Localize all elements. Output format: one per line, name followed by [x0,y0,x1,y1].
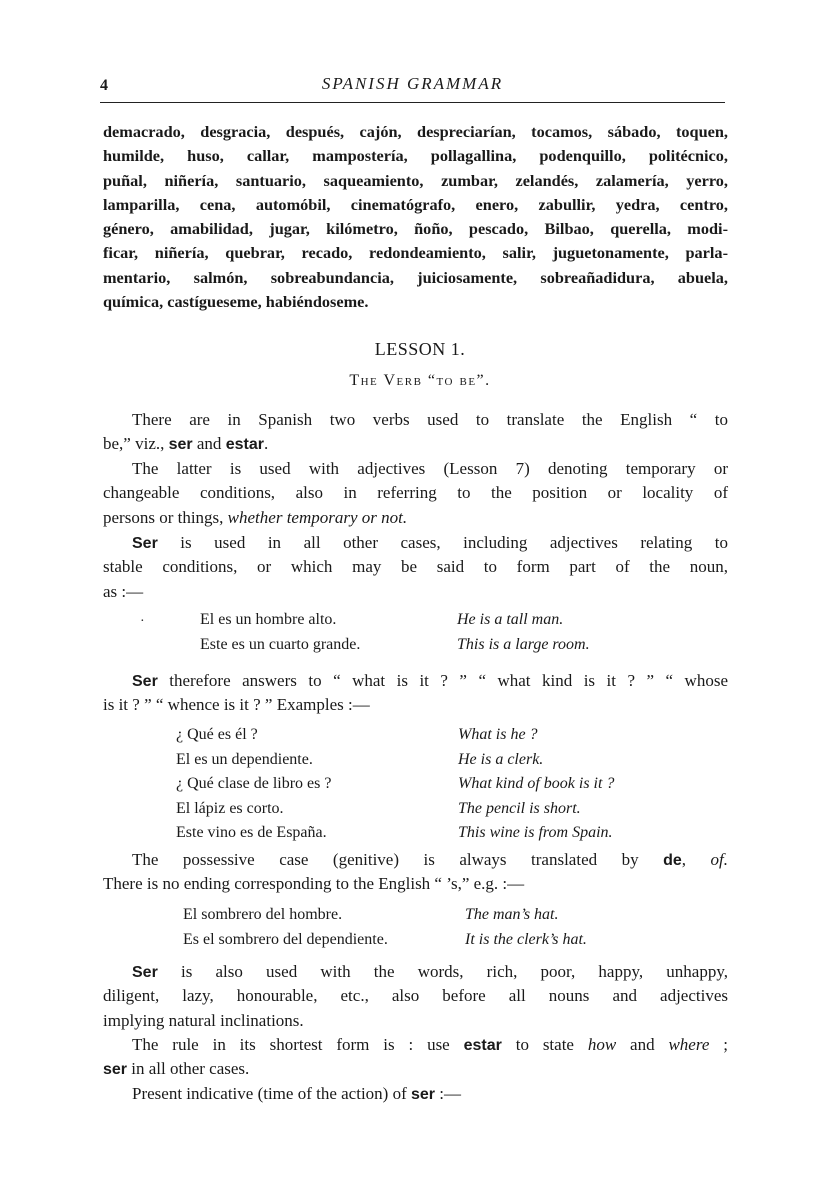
example-row [200,633,670,658]
text-line: The latter is used with adjectives (Lesson 7) denoting temporary or [132,459,728,478]
english-translation: It is the clerk’s hat. [465,930,587,948]
page-number: 4 [100,77,108,94]
text-span: :— [435,1084,462,1103]
text-span: therefore answers to “ what is it ? ” “ what kind is it ? ” “ whose [157,671,728,690]
english-translation: He is a tall man. [457,611,564,628]
text-span: is used in all other cases, including adjectives relating to [157,533,728,552]
spanish-example: ¿ Qué clase de libro es ? [176,775,332,792]
english-translation: This is a large room. [457,635,590,653]
english-translation: He is a clerk. [458,750,544,768]
english-translation: What is he ? [458,726,538,743]
text-line [103,531,728,555]
spanish-example: El es un dependiente. [176,750,313,768]
lesson-subtitle: The Verb “to be”. [349,372,491,389]
text-line [103,432,728,456]
vocabulary-word-list [103,120,728,314]
keyword-ser: Ser [132,535,158,552]
spanish-example: Este vino es de España. [176,824,327,841]
italic-text: whether temporary or not. [227,507,408,527]
text-line: changeable conditions, also in referring to the position or locality of [103,483,728,503]
keyword-ser: ser [411,1086,436,1103]
keyword-ser: ser [168,436,193,454]
printing-mark: · [140,614,145,629]
spanish-example: El es un hombre alto. [200,611,337,628]
italic-text: where [668,1035,710,1054]
word-list-line: ficar, niñería, quebrar, recado, redondeamiento, salir, juguetonamente, parla- [103,243,728,263]
paragraph-ser-questions [103,669,728,718]
text-line [103,669,728,693]
page-header [100,72,725,102]
word-list-line: mentario, salmón, sobreabundancia, juiciosamente, sobreañadidura, abuela, [103,267,728,287]
text-span: in all other cases. [127,1059,250,1079]
example-row [176,723,676,748]
english-translation: What kind of book is it ? [458,775,615,792]
english-translation: The pencil is short. [458,799,581,817]
text-span: The rule in its shortest form is : use [132,1035,464,1054]
text-line: There are in Spanish two verbs used to translate the English “ to [132,410,728,429]
paragraph-rule [103,1033,728,1082]
keyword-de: de [663,852,682,869]
word-list-line: humilde, huso, callar, mampostería, pollagallina, podenquillo, politécnico, [103,146,728,166]
keyword-ser: ser [103,1061,128,1079]
text-span: and [616,1035,669,1054]
example-row [176,748,676,773]
spanish-example: ¿ Qué es él ? [176,726,258,743]
running-title: SPANISH GRAMMAR [321,74,504,93]
text-span: be,” viz., [103,434,169,454]
examples-ser-questions [176,723,676,846]
example-row [183,903,663,928]
paragraph-present-indicative [103,1082,728,1106]
word-list-line: demacrado, desgracia, después, cajón, despreciarían, tocamos, sábado, toquen, [103,122,728,141]
paragraph-ser-inclinations [103,960,728,1033]
text-span: . [263,434,269,454]
word-list-line: puñal, niñería, santuario, saqueamiento, zumbar, zelandés, zalamería, yerro, [103,170,728,190]
text-span: to state [501,1035,588,1054]
text-line: is it ? ” “ whence is it ? ” Examples :— [103,695,370,715]
text-span: is also used with the words, rich, poor, happy, unhappy, [157,962,728,981]
spanish-example: El sombrero del hombre. [183,906,343,923]
text-span: ; [709,1035,728,1054]
word-list-line: lamparilla, cena, automóbil, cinematógrafo, enero, zabullir, yedra, centro, [103,194,728,214]
text-line: stable conditions, or which may be said to form part of the noun, [103,557,728,577]
text-line [103,1057,728,1081]
english-translation: This wine is from Spain. [458,824,613,841]
text-line: There is no ending corresponding to the English “ ’s,” e.g. :— [103,874,525,894]
spanish-example: El lápiz es corto. [176,799,284,817]
italic-text: how [587,1035,617,1054]
text-line: as :— [103,581,144,601]
examples-ser-adjectives [200,608,670,657]
example-row [176,821,676,846]
word-list-line: género, amabilidad, jugar, kilómetro, ñoño, pescado, Bilbao, querella, modi- [103,219,728,239]
text-span: and [192,434,226,454]
header-rule [100,102,725,103]
text-line [103,960,728,984]
example-row [183,928,663,953]
text-line [103,1033,728,1057]
keyword-ser: Ser [132,964,158,981]
text-span: The possessive case (genitive) is always translated by [132,850,664,869]
example-row [176,797,676,822]
text-line [103,506,728,530]
text-line [103,848,728,872]
example-row [176,772,676,797]
keyword-estar: estar [225,436,264,454]
paragraph-possessive [103,848,728,897]
text-span: persons or things, [103,507,228,527]
keyword-estar: estar [463,1037,502,1054]
english-translation: The man’s hat. [465,906,559,923]
text-line [103,1082,728,1106]
text-line: implying natural inclinations. [103,1010,304,1030]
example-row [200,608,670,633]
paragraph-ser-usage [103,531,728,604]
text-span: , [681,850,711,869]
text-span: Present indicative (time of the action) of [132,1084,411,1103]
examples-possessive [183,903,663,952]
italic-text: of. [710,850,729,869]
word-list-line: química, castígueseme, habiéndoseme. [103,292,369,312]
lesson-title: LESSON 1. [374,339,466,359]
paragraph-estar-usage [103,457,728,530]
spanish-example: Este es un cuarto grande. [200,635,361,653]
text-line: diligent, lazy, honourable, etc., also before all nouns and adjectives [103,986,728,1006]
paragraph-two-verbs [103,408,728,457]
keyword-ser: Ser [132,673,158,690]
spanish-example: Es el sombrero del dependiente. [183,930,388,948]
